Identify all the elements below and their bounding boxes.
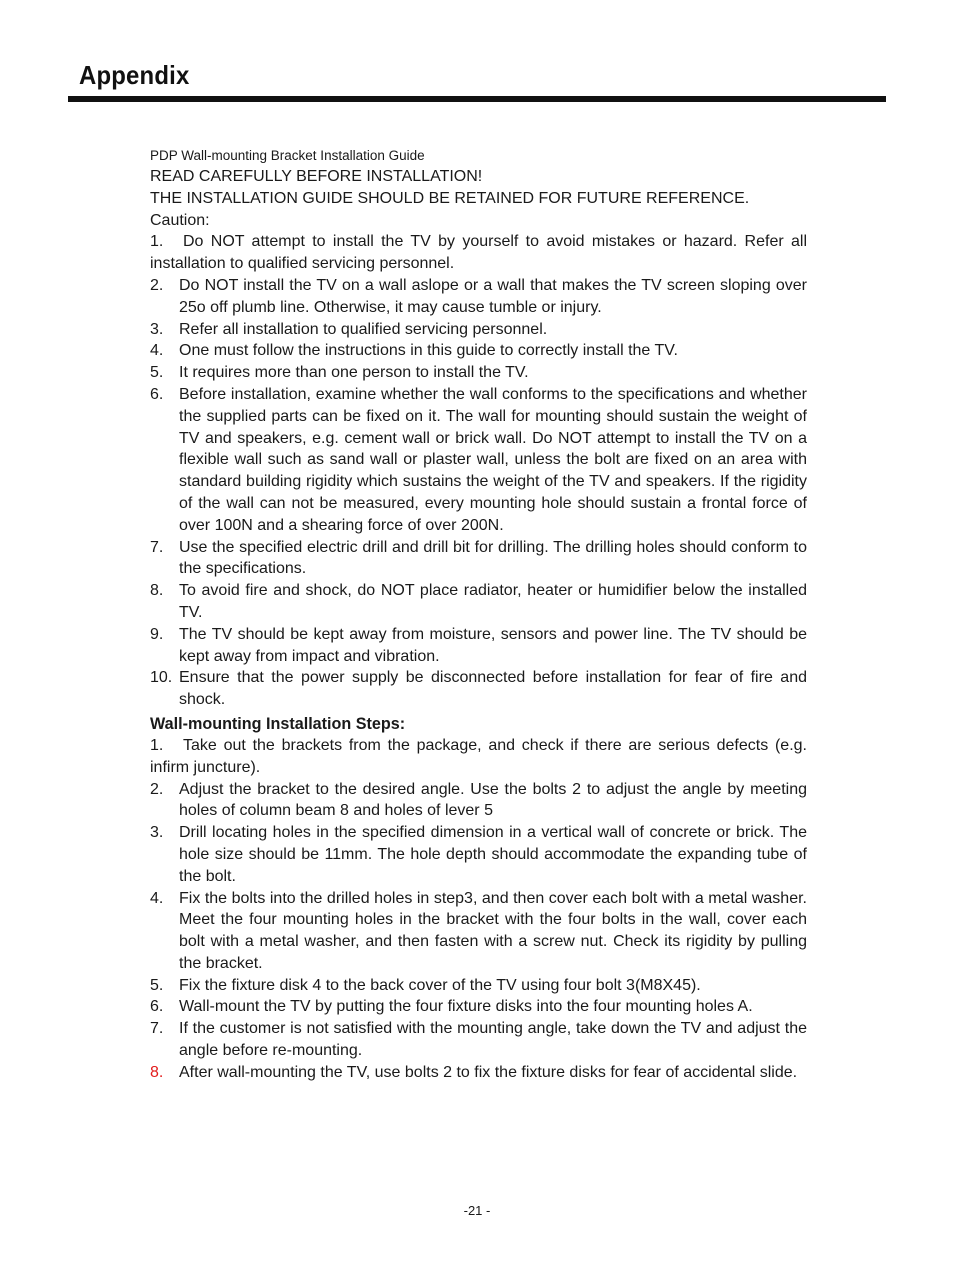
step-number-highlighted: 8. [150,1063,164,1081]
caution-item [150,231,807,275]
header-rule [68,96,886,102]
step-text: Wall-mount the TV by putting the four fixture disks into the four mounting holes A. [179,998,753,1016]
step-number: 7. [150,1020,164,1038]
retain-guide-notice: THE INSTALLATION GUIDE SHOULD BE RETAINED FOR FUTURE REFERENCE. [150,189,750,207]
caution-item [150,340,807,362]
item-text: Do NOT attempt to install the TV by yourself to avoid mistakes or hazard. Refer all installation to qualified servicing personnel. [150,233,807,273]
document-body [150,146,807,1084]
item-number: 7. [150,538,164,556]
caution-item [150,537,807,581]
item-text: Refer all installation to qualified servicing personnel. [179,320,548,338]
item-text: One must follow the instructions in this guide to correctly install the TV. [179,342,678,360]
item-number: 5. [150,364,164,382]
steps-heading: Wall-mounting Installation Steps: [150,713,406,733]
step-number: 6. [150,998,164,1016]
item-number: 10. [150,669,173,687]
item-number: 9. [150,625,164,643]
step-text: Adjust the bracket to the desired angle. Use the bolts 2 to adjust the angle by meeting holes of column beam 8 and holes of lever 5 [179,780,807,820]
step-item [150,1062,807,1084]
item-number: 2. [150,276,164,294]
item-text: Use the specified electric drill and drill bit for drilling. The drilling holes should conform to the specifications. [179,538,807,578]
step-text: Take out the brackets from the package, and check if there are serious defects (e.g. infirm juncture). [150,736,807,776]
step-text: After wall-mounting the TV, use bolts 2 to fix the fixture disks for fear of accidental slide. [179,1063,798,1081]
item-number: 3. [150,320,164,338]
caution-item [150,624,807,668]
item-text: Before installation, examine whether the wall conforms to the specifications and whether the supplied parts can be fixed on it. The wall for mounting should sustain the weight of TV and speakers, e.g. cement wall or brick wall. Do NOT attempt to install the TV on a flexible wall such as sand wall or plaster wall, unless the bolt are fixed on an area with standard building rigidity which sustains the weight of the TV and speakers. If the rigidity of the wall can not be measured, every mounting hole should sustain a frontal force of over 100N and a shearing force of over 200N. [179,385,807,534]
item-text: It requires more than one person to install the TV. [179,364,529,382]
caution-item [150,362,807,384]
step-item [150,1018,807,1062]
step-item [150,888,807,975]
step-item [150,996,807,1018]
step-number: 4. [150,889,164,907]
read-carefully-notice: READ CAREFULLY BEFORE INSTALLATION! [150,168,483,185]
item-text: Ensure that the power supply be disconnected before installation for fear of fire and shock. [179,669,807,709]
caution-item [150,667,807,711]
step-text: Drill locating holes in the specified dimension in a vertical wall of concrete or brick. The hole size should be 11mm. The hole depth should accommodate the expanding tube of the bolt. [179,824,807,885]
step-text: Fix the fixture disk 4 to the back cover of the TV using four bolt 3(M8X45). [179,976,701,994]
step-text: Fix the bolts into the drilled holes in step3, and then cover each bolt with a metal washer. Meet the four mounting holes in the bracket with the four bolts in the wall, cover each bolt with a metal washer, and then fasten with a screw nut. Check its rigidity by pulling the bracket. [179,889,807,972]
guide-subtitle: PDP Wall-mounting Bracket Installation Guide [150,148,425,163]
step-number: 3. [150,824,164,842]
page-title: Appendix [79,60,190,90]
caution-list [150,231,807,711]
item-text: To avoid fire and shock, do NOT place radiator, heater or humidifier below the installed TV. [179,582,807,621]
step-item [150,735,807,779]
step-item [150,822,807,887]
step-number: 1. [150,736,164,754]
item-number: 8. [150,582,164,600]
item-text: Do NOT install the TV on a wall aslope or a wall that makes the TV screen sloping over 25o off plumb line. Otherwise, it may cause tumble or injury. [179,276,807,316]
item-number: 1. [150,233,164,251]
item-text: The TV should be kept away from moisture, sensors and power line. The TV should be kept away from impact and vibration. [179,625,807,665]
caution-item [150,319,807,341]
step-number: 2. [150,780,164,798]
item-number: 6. [150,385,164,403]
caution-item [150,275,807,319]
caution-heading: Caution: [150,211,210,229]
step-item [150,779,807,823]
item-number: 4. [150,342,164,360]
step-text: If the customer is not satisfied with the mounting angle, take down the TV and adjust the angle before re-mounting. [179,1020,807,1060]
step-item [150,975,807,997]
caution-item [150,580,807,624]
steps-list [150,735,807,1084]
page-number: -21 - [463,1203,491,1218]
caution-item [150,384,807,537]
step-number: 5. [150,976,164,994]
